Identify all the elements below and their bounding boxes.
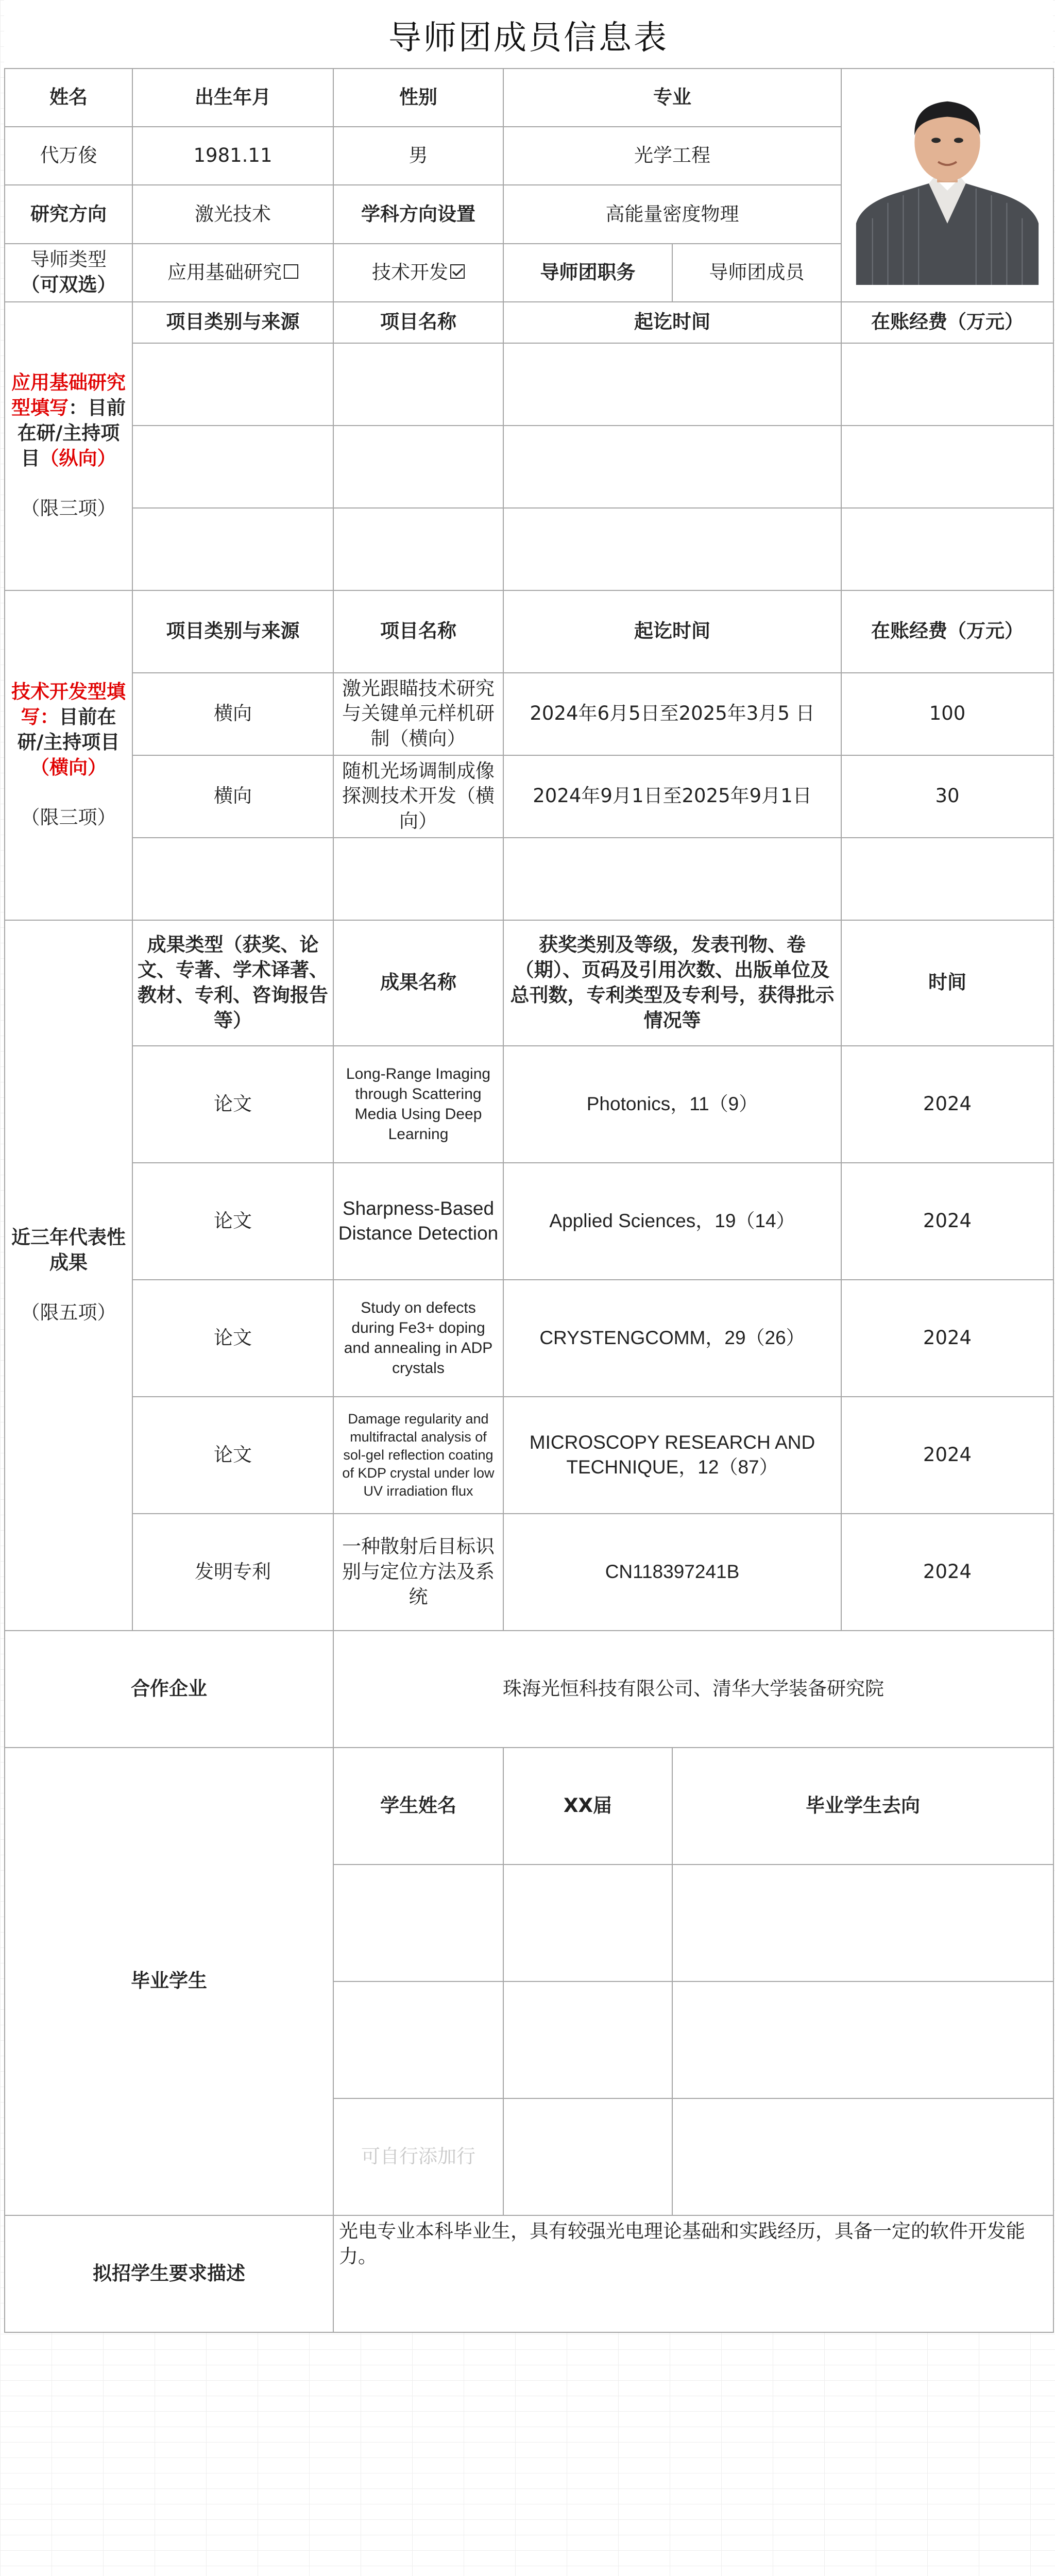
graduates-label: 毕业学生 <box>5 1748 333 2215</box>
project-name: 激光跟瞄技术研究与关键单元样机研制（横向） <box>333 673 503 755</box>
cooperation-label: 合作企业 <box>5 1631 333 1748</box>
applied-col-name: 项目名称 <box>333 302 503 343</box>
achievement-detail: CN118397241B <box>503 1514 841 1631</box>
basic-header-row <box>5 69 1053 127</box>
tech-limit: （限三项） <box>21 806 116 829</box>
type-tech-label: 技术开发 <box>372 261 448 283</box>
achievement-detail: MICROSCOPY RESEARCH AND TECHNIQUE，12（87） <box>503 1397 841 1514</box>
tech-header-row <box>5 590 1053 673</box>
birth-value: 1981.11 <box>132 127 333 185</box>
empty-cell[interactable] <box>333 1981 503 2098</box>
empty-cell[interactable] <box>333 343 503 426</box>
achievement-row <box>5 1280 1053 1397</box>
achievement-type: 论文 <box>132 1397 333 1514</box>
tech-project-row <box>5 755 1053 838</box>
empty-cell[interactable] <box>132 426 333 508</box>
direction-value: 激光技术 <box>132 185 333 243</box>
achievement-row <box>5 1514 1053 1631</box>
cooperation-row <box>5 1631 1053 1748</box>
achievement-name: Damage regularity and multifractal analysis of sol-gel reflection coating of KDP crystal under low UV irradiation flux <box>333 1397 503 1514</box>
empty-cell[interactable] <box>672 1981 1053 2098</box>
applied-col-category: 项目类别与来源 <box>132 302 333 343</box>
achievement-name: 一种散射后目标识别与定位方法及系统 <box>333 1514 503 1631</box>
tech-project-row <box>5 673 1053 755</box>
applied-section-label <box>5 302 132 590</box>
achievement-type: 论文 <box>132 1280 333 1397</box>
type-applied-label: 应用基础研究 <box>167 261 282 283</box>
applied-red-line: 应用基础研究型填写 <box>11 371 126 419</box>
cooperation-value: 珠海光恒科技有限公司、清华大学装备研究院 <box>333 1631 1053 1748</box>
requirements-label: 拟招学生要求描述 <box>5 2215 333 2332</box>
direction-label: 研究方向 <box>5 185 132 243</box>
empty-cell[interactable] <box>132 508 333 590</box>
role-label: 导师团职务 <box>503 244 672 302</box>
achievement-time: 2024 <box>841 1397 1053 1514</box>
achievements-limit: （限五项） <box>21 1301 116 1324</box>
achievement-row <box>5 1163 1053 1280</box>
project-funds: 100 <box>841 673 1053 755</box>
empty-cell[interactable] <box>333 838 503 920</box>
tech-red-tag: （横向） <box>30 756 107 778</box>
empty-cell[interactable] <box>672 2098 1053 2215</box>
tech-col-funds: 在账经费（万元） <box>841 590 1053 673</box>
tech-col-name: 项目名称 <box>333 590 503 673</box>
project-period: 2024年9月1日至2025年9月1日 <box>503 755 841 838</box>
type-label-line1: 导师类型 <box>30 248 107 271</box>
achievement-detail: Photonics，11（9） <box>503 1046 841 1163</box>
tech-empty-row <box>5 838 1053 920</box>
applied-header-row <box>5 302 1053 343</box>
achievement-time: 2024 <box>841 1514 1053 1631</box>
birth-label: 出生年月 <box>132 69 333 127</box>
achievement-row <box>5 1397 1053 1514</box>
empty-cell[interactable] <box>841 343 1053 426</box>
type-tech-option[interactable] <box>333 244 503 302</box>
achievement-time: 2024 <box>841 1163 1053 1280</box>
graduates-header-row <box>5 1748 1053 1865</box>
achievements-col-detail: 获奖类别及等级，发表刊物、卷（期）、页码及引用次数、出版单位及总刊数，专利类型及专利号，获得批示情况等 <box>503 920 841 1046</box>
achievement-type: 论文 <box>132 1163 333 1280</box>
empty-cell[interactable] <box>503 1865 672 1981</box>
empty-cell[interactable] <box>672 1865 1053 1981</box>
empty-cell[interactable] <box>841 426 1053 508</box>
achievements-header-row <box>5 920 1053 1046</box>
empty-cell[interactable] <box>333 426 503 508</box>
empty-cell[interactable] <box>132 343 333 426</box>
mentor-info-table <box>4 68 1054 2333</box>
discipline-label: 学科方向设置 <box>333 185 503 243</box>
tech-col-period: 起讫时间 <box>503 590 841 673</box>
achievements-section-label <box>5 920 132 1631</box>
requirements-row <box>5 2215 1053 2332</box>
achievement-detail: CRYSTENGCOMM，29（26） <box>503 1280 841 1397</box>
project-period: 2024年6月5日至2025年3月5 日 <box>503 673 841 755</box>
empty-cell[interactable] <box>503 426 841 508</box>
achievements-col-type: 成果类型（获奖、论文、专著、学术译著、教材、专利、咨询报告等） <box>132 920 333 1046</box>
discipline-value: 高能量密度物理 <box>503 185 841 243</box>
applied-empty-row <box>5 426 1053 508</box>
achievement-type: 发明专利 <box>132 1514 333 1631</box>
empty-cell[interactable] <box>503 838 841 920</box>
tech-checkbox[interactable] <box>450 264 465 279</box>
empty-cell[interactable] <box>503 2098 672 2215</box>
name-value: 代万俊 <box>5 127 132 185</box>
applied-empty-row <box>5 508 1053 590</box>
achievement-detail: Applied Sciences，19（14） <box>503 1163 841 1280</box>
applied-red-tag: （纵向） <box>40 447 116 469</box>
achievement-row <box>5 1046 1053 1163</box>
name-label: 姓名 <box>5 69 132 127</box>
gender-value: 男 <box>333 127 503 185</box>
empty-cell[interactable] <box>503 343 841 426</box>
applied-col-funds: 在账经费（万元） <box>841 302 1053 343</box>
applied-empty-row <box>5 343 1053 426</box>
requirements-value: 光电专业本科毕业生，具有较强光电理论基础和实践经历，具备一定的软件开发能力。 <box>333 2215 1053 2332</box>
tech-section-label <box>5 590 132 920</box>
info-sheet <box>4 0 1053 2333</box>
empty-cell[interactable] <box>503 1981 672 2098</box>
project-category: 横向 <box>132 673 333 755</box>
applied-col-period: 起讫时间 <box>503 302 841 343</box>
empty-cell[interactable] <box>333 508 503 590</box>
type-label <box>5 244 132 302</box>
achievement-name: Sharpness-Based Distance Detection <box>333 1163 503 1280</box>
achievement-time: 2024 <box>841 1046 1053 1163</box>
achievement-type: 论文 <box>132 1046 333 1163</box>
mentor-photo <box>842 69 1053 295</box>
graduates-col-name: 学生姓名 <box>333 1748 503 1865</box>
tech-black-line: 目前在研/主持项目 <box>17 706 120 753</box>
type-applied-option[interactable] <box>132 244 333 302</box>
role-value: 导师团成员 <box>672 244 841 302</box>
add-row-placeholder[interactable]: 可自行添加行 <box>333 2098 503 2215</box>
applied-checkbox[interactable] <box>284 264 298 279</box>
applied-limit: （限三项） <box>21 497 116 520</box>
achievement-name: Long-Range Imaging through Scattering Media Using Deep Learning <box>333 1046 503 1163</box>
empty-cell[interactable] <box>503 508 841 590</box>
tech-col-category: 项目类别与来源 <box>132 590 333 673</box>
project-name: 随机光场调制成像探测技术开发（横向） <box>333 755 503 838</box>
applied-black-line: ：目前在研/主持项目 <box>17 397 126 469</box>
major-value: 光学工程 <box>503 127 841 185</box>
achievement-time: 2024 <box>841 1280 1053 1397</box>
type-label-line2: （可双选） <box>21 274 116 296</box>
empty-cell[interactable] <box>841 508 1053 590</box>
major-label: 专业 <box>503 69 841 127</box>
tech-red-line: 技术开发型填写： <box>11 681 126 728</box>
project-category: 横向 <box>132 755 333 838</box>
empty-cell[interactable] <box>132 838 333 920</box>
achievement-name: Study on defects during Fe3+ doping and annealing in ADP crystals <box>333 1280 503 1397</box>
achievements-col-name: 成果名称 <box>333 920 503 1046</box>
photo-cell <box>841 69 1053 302</box>
empty-cell[interactable] <box>333 1865 503 1981</box>
graduates-col-destination: 毕业学生去向 <box>672 1748 1053 1865</box>
graduates-col-class: XX届 <box>503 1748 672 1865</box>
page-title: 导师团成员信息表 <box>388 19 669 57</box>
achievements-label: 近三年代表性成果 <box>11 1226 126 1274</box>
project-funds: 30 <box>841 755 1053 838</box>
empty-cell[interactable] <box>841 838 1053 920</box>
gender-label: 性别 <box>333 69 503 127</box>
achievements-col-time: 时间 <box>841 920 1053 1046</box>
